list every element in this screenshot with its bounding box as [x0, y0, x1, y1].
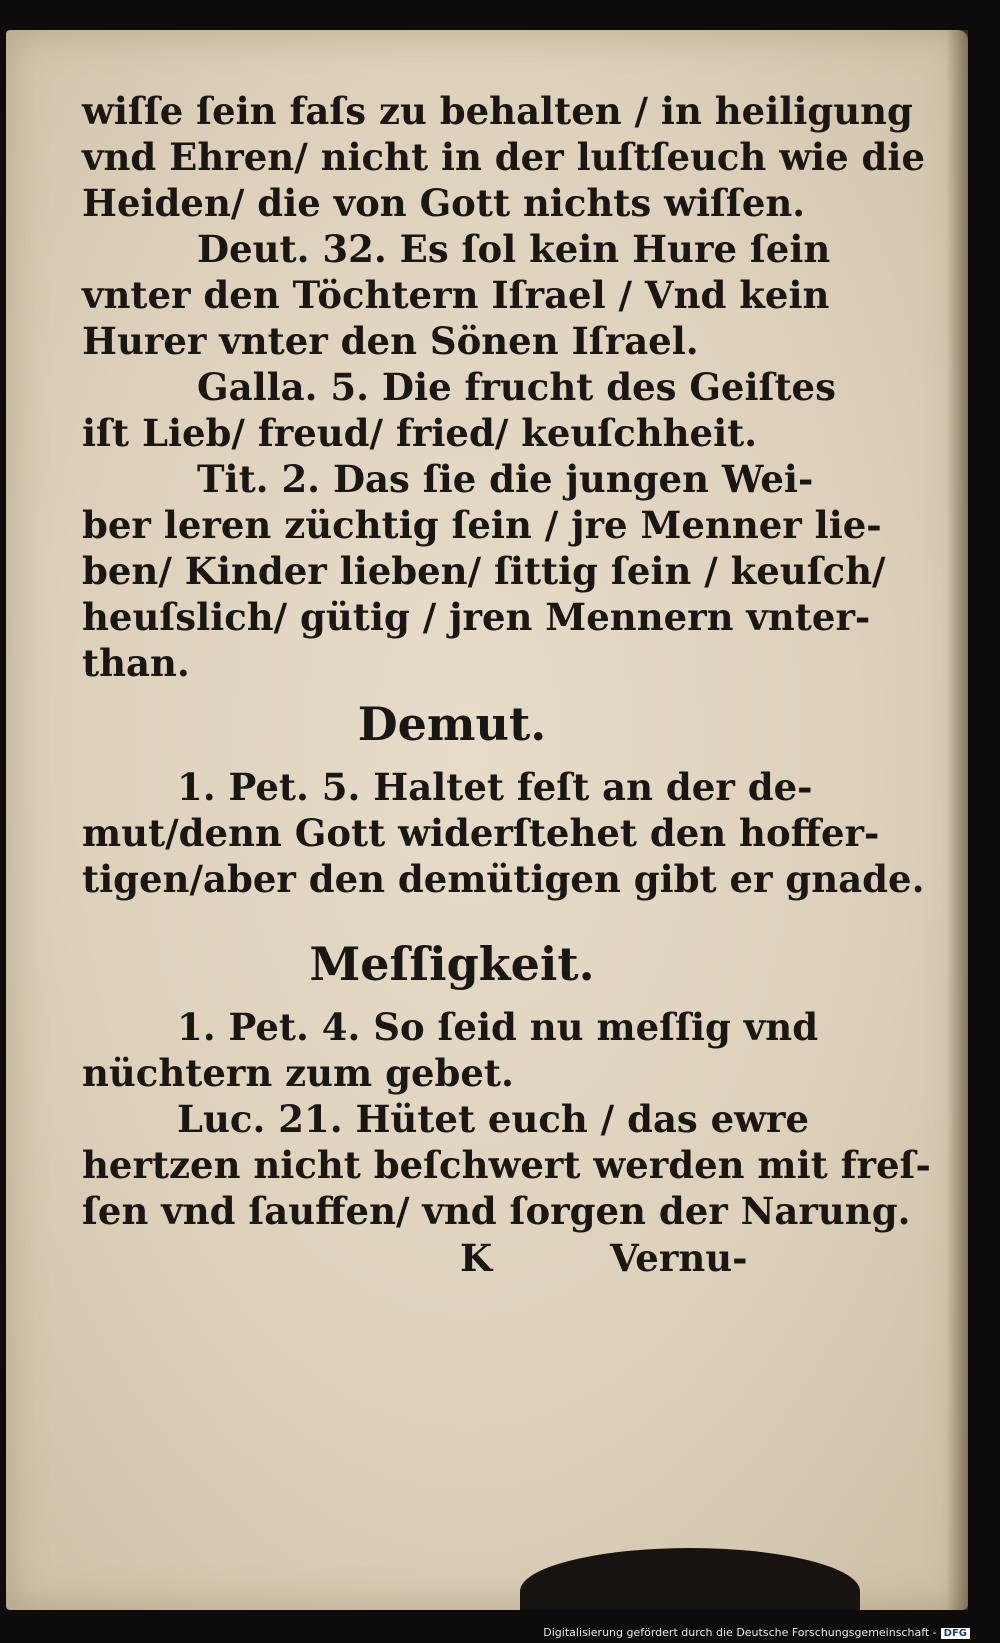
- catchword: Vernu-: [610, 1236, 748, 1280]
- text-line: Tit. 2. Das ſie die jungen Wei-: [197, 457, 814, 501]
- text-line: Galla. 5. Die frucht des Geiſtes: [197, 365, 836, 409]
- text-line: Luc. 21. Hütet euch / das ewre: [177, 1097, 810, 1141]
- text-line: tigen/aber den demütigen gibt er gnade.: [82, 857, 925, 901]
- section-heading-demut: Demut.: [357, 697, 547, 751]
- page-text-block: [82, 88, 931, 1234]
- text-line: wiſſe ſein faſs zu behalten / in heiligung: [82, 89, 913, 133]
- credit-text: Digitalisierung gefördert durch die Deutsche Forschungsgemeinschaft -: [543, 1626, 937, 1639]
- text-line: ſen vnd ſauffen/ vnd ſorgen der Narung.: [82, 1189, 911, 1233]
- text-line: vnd Ehren/ nicht in der luſtſeuch wie die: [82, 135, 925, 179]
- text-line: Hurer vnter den Sönen Iſrael.: [82, 319, 699, 363]
- section-heading-messigkeit: Meſſigkeit.: [309, 937, 595, 991]
- text-line: heuſslich/ gütig / jren Mennern vnter-: [82, 595, 871, 639]
- text-line: than.: [82, 641, 190, 685]
- digitization-credit: [543, 1626, 970, 1639]
- dfg-logo: DFG: [941, 1628, 970, 1639]
- text-line: vnter den Töchtern Iſrael / Vnd kein: [82, 273, 830, 317]
- signature-mark: K: [460, 1236, 493, 1280]
- text-line: 1. Pet. 4. So ſeid nu meſſig vnd: [177, 1005, 819, 1049]
- text-line: Deut. 32. Es ſol kein Hure ſein: [197, 227, 831, 271]
- text-line: hertzen nicht beſchwert werden mit freſ-: [82, 1143, 931, 1187]
- text-line: ben/ Kinder lieben/ ſittig ſein / keuſch/: [82, 549, 886, 593]
- page-spine-shadow: [946, 30, 968, 1610]
- text-line: ber leren züchtig ſein / jre Menner lie-: [82, 503, 882, 547]
- text-line: 1. Pet. 5. Haltet feſt an der de-: [177, 765, 813, 809]
- text-line: nüchtern zum gebet.: [82, 1051, 514, 1095]
- text-line: iſt Lieb/ freud/ fried/ keuſchheit.: [82, 411, 758, 455]
- text-line: mut/denn Gott widerſtehet den hoffer-: [82, 811, 880, 855]
- text-line: Heiden/ die von Gott nichts wiſſen.: [82, 181, 806, 225]
